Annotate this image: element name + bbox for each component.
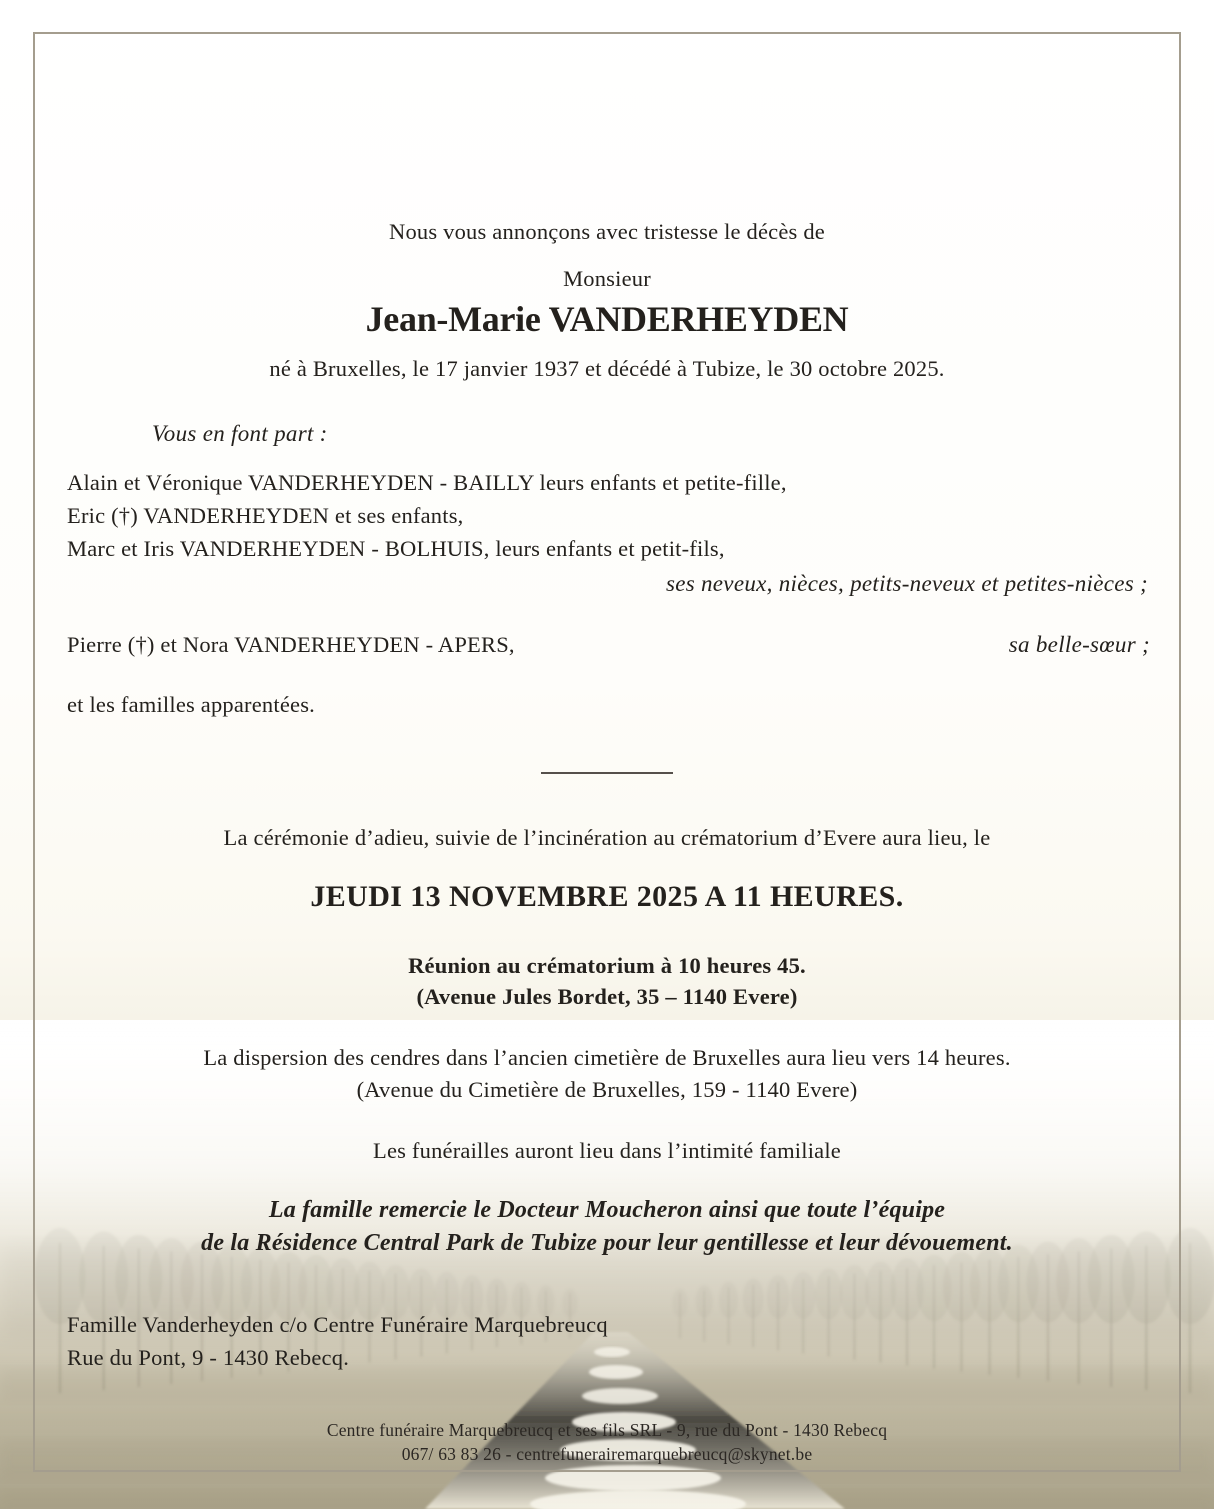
intro-line: Nous vous annonçons avec tristesse le décès de bbox=[389, 219, 825, 244]
funeral-home-footer-line-1: Centre funéraire Marquebreucq et ses fils SRL - 9, rue du Pont - 1430 Rebecq bbox=[326, 1420, 888, 1440]
in-law-line: Pierre (†) et Nora VANDERHEYDEN - APERS, bbox=[67, 632, 515, 657]
family-line: Marc et Iris VANDERHEYDEN - BOLHUIS, leurs enfants et petit-fils, bbox=[67, 536, 725, 561]
private-funeral-line: Les funérailles auront lieu dans l’intimité familiale bbox=[373, 1138, 841, 1163]
dispersion-address: (Avenue du Cimetière de Bruxelles, 159 - 1140 Evere) bbox=[356, 1077, 858, 1102]
family-line: Alain et Véronique VANDERHEYDEN - BAILLY leurs enfants et petite-fille, bbox=[67, 470, 787, 495]
ceremony-datetime: JEUDI 13 NOVEMBRE 2025 A 11 HEURES. bbox=[310, 880, 904, 913]
ceremony-intro: La cérémonie d’adieu, suivie de l’incinération au crématorium d’Evere aura lieu, le bbox=[223, 825, 991, 850]
in-law-relation: sa belle-sœur ; bbox=[1008, 632, 1150, 657]
announced-by-label: Vous en font part : bbox=[152, 421, 328, 446]
family-line: Eric (†) VANDERHEYDEN et ses enfants, bbox=[67, 503, 464, 528]
relatives-right-line: ses neveux, nièces, petits-neveux et petites-nièces ; bbox=[665, 571, 1148, 596]
related-families-line: et les familles apparentées. bbox=[67, 692, 315, 717]
family-contact-line-2: Rue du Pont, 9 - 1430 Rebecq. bbox=[67, 1345, 350, 1370]
thanks-line-1: La famille remercie le Docteur Moucheron ainsi que toute l’équipe bbox=[268, 1197, 946, 1223]
family-contact-line-1: Famille Vanderheyden c/o Centre Funéraire Marquebreucq bbox=[67, 1312, 608, 1337]
funeral-home-footer-line-2: 067/ 63 83 26 - centrefunerairemarquebreucq@skynet.be bbox=[401, 1444, 813, 1464]
thanks-line-2: de la Résidence Central Park de Tubize pour leur gentillesse et leur dévouement. bbox=[201, 1230, 1013, 1256]
meeting-address: (Avenue Jules Bordet, 35 – 1140 Evere) bbox=[416, 984, 798, 1009]
deceased-name: Jean-Marie VANDERHEYDEN bbox=[365, 299, 849, 339]
section-divider bbox=[541, 772, 673, 774]
ashes-dispersion-line: La dispersion des cendres dans l’ancien cimetière de Bruxelles aura lieu vers 14 heures. bbox=[203, 1045, 1011, 1070]
salutation: Monsieur bbox=[563, 266, 651, 291]
birth-death-line: né à Bruxelles, le 17 janvier 1937 et décédé à Tubize, le 30 octobre 2025. bbox=[269, 356, 945, 381]
meeting-line: Réunion au crématorium à 10 heures 45. bbox=[408, 953, 806, 978]
